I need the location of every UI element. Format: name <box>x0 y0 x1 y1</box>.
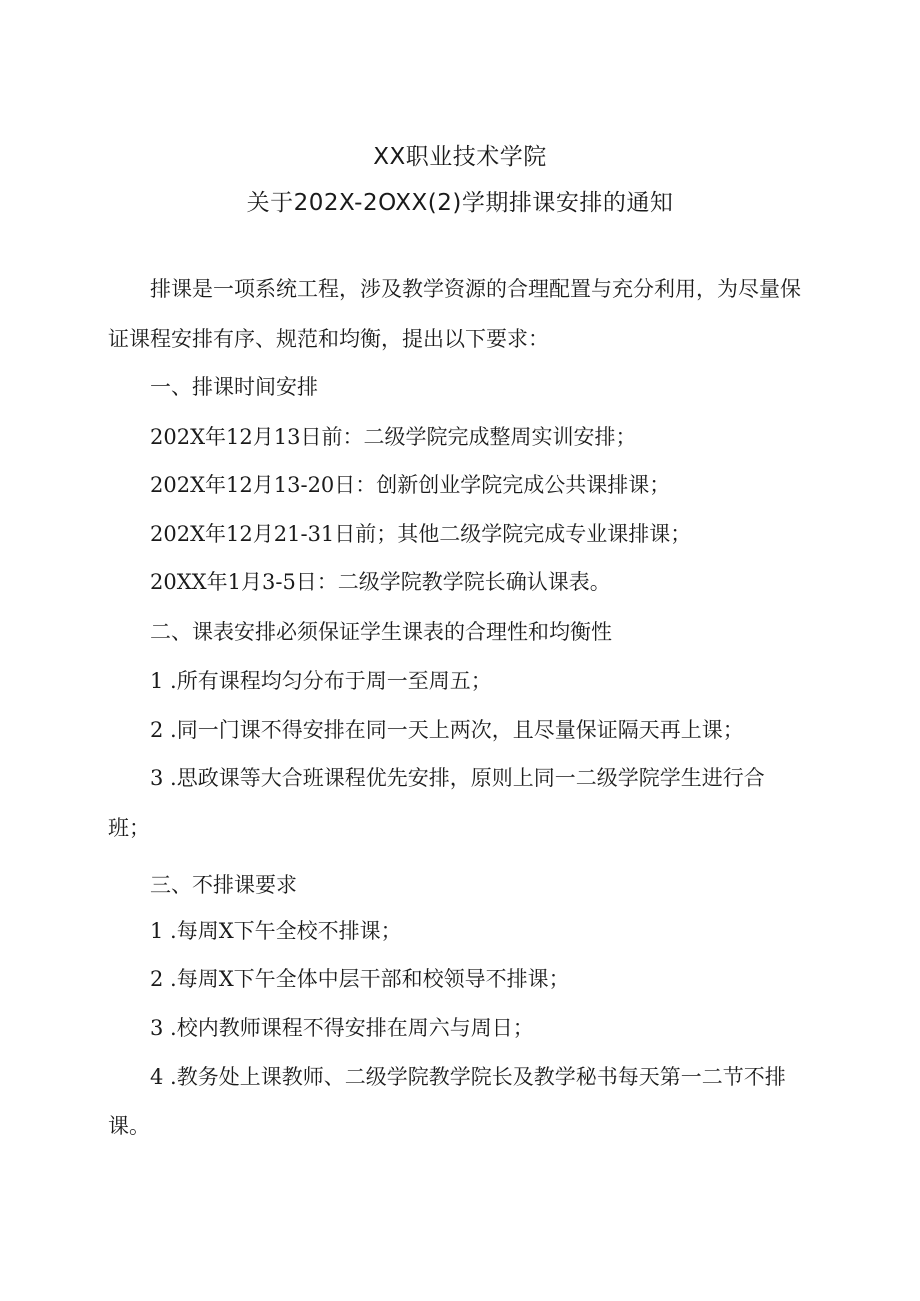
section-heading: 二、课表安排必须保证学生课表的合理性和均衡性 <box>150 620 612 644</box>
list-item: 1 .所有课程均匀分布于周一至周五； <box>150 669 492 693</box>
list-item: 202X年12月21-31日前；其他二级学院完成专业课排课； <box>150 522 692 546</box>
section-heading: 一、排课时间安排 <box>150 375 318 399</box>
list-item: 4 .教务处上课教师、二级学院教学院长及教学秘书每天第一二节不排 <box>150 1065 786 1089</box>
list-item: 3 .校内教师课程不得安排在周六与周日； <box>150 1016 534 1040</box>
list-item: 202X年12月13日前：二级学院完成整周实训安排； <box>150 425 637 449</box>
org-title: XX职业技术学院 <box>373 144 547 170</box>
list-item: 202X年12月13-20日：创新创业学院完成公共课排课； <box>150 473 671 497</box>
list-item: 2 .每周X下午全体中层干部和校领导不排课； <box>150 967 570 991</box>
list-item-continuation: 班； <box>108 816 150 840</box>
section-heading: 三、不排课要求 <box>150 873 297 897</box>
notice-title: 关于202X-2OXX(2)学期排课安排的通知 <box>246 190 674 216</box>
list-item: 2 .同一门课不得安排在同一天上两次，且尽量保证隔天再上课； <box>150 718 744 742</box>
list-item-continuation: 课。 <box>108 1114 150 1138</box>
intro-paragraph-line: 证课程安排有序、规范和均衡，提出以下要求： <box>108 327 549 351</box>
list-item: 1 .每周X下午全校不排课； <box>150 919 402 943</box>
intro-paragraph-line: 排课是一项系统工程，涉及教学资源的合理配置与充分利用，为尽量保 <box>150 277 801 301</box>
list-item: 20XX年1月3-5日：二级学院教学院长确认课表。 <box>150 570 611 594</box>
list-item: 3 .思政课等大合班课程优先安排，原则上同一二级学院学生进行合 <box>150 766 765 790</box>
